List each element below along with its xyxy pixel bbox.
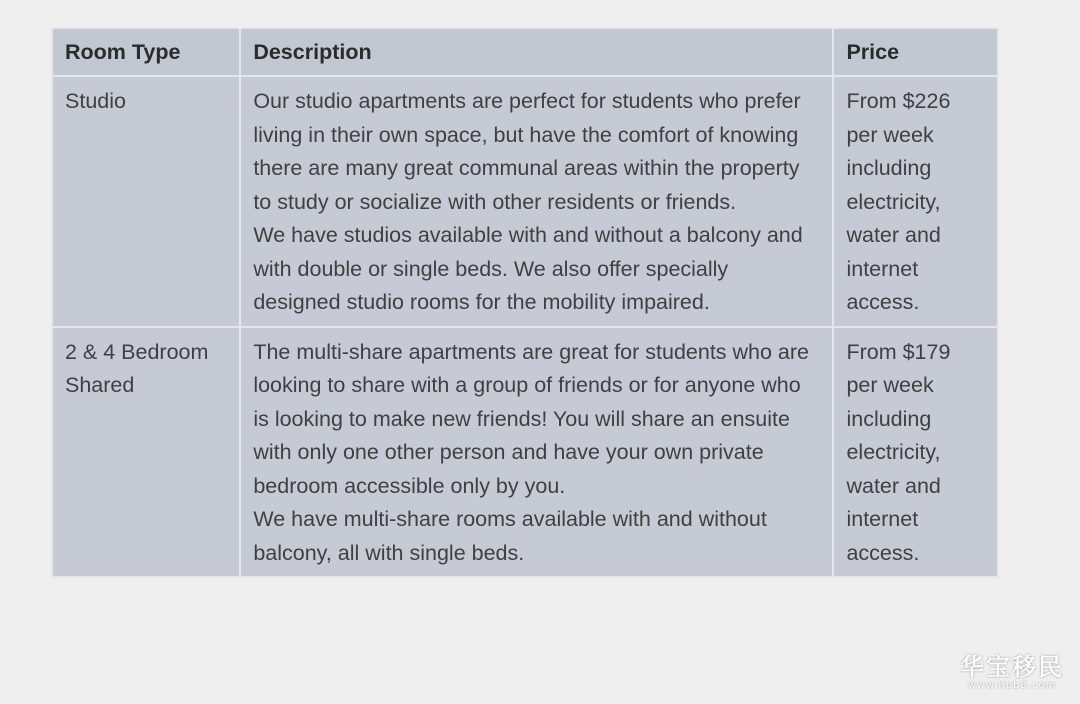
watermark-logo	[960, 654, 1064, 692]
description-cell	[240, 76, 833, 327]
room-type-cell: Studio	[52, 76, 240, 327]
table-row-studio	[52, 76, 998, 327]
price-cell: From $179 per week including electricity, water and internet access.	[833, 327, 998, 578]
watermark-text: 华宝移民	[960, 652, 1064, 681]
description-paragraph: The multi-share apartments are great for students who are looking to share with a group of friends or for anyone who is looking to make new friends! You will share an ensuite with only one other person and have your own private bedroom accessible only by you.	[253, 339, 810, 498]
room-table	[51, 27, 999, 578]
description-header: Description	[240, 28, 833, 76]
description-paragraph: Our studio apartments are perfect for students who prefer living in their own space, but have the comfort of knowing there are many great communal areas within the property to study or socialize with other residents or friends.	[253, 89, 801, 214]
room-type-header: Room Type	[52, 28, 240, 76]
table-header-row	[52, 28, 998, 76]
description-paragraph: We have studios available with and without a balcony and with double or single beds. We also offer specially designed studio rooms for the mobility impaired.	[253, 223, 803, 314]
description-cell	[240, 327, 833, 578]
table-row-shared	[52, 327, 998, 578]
description-paragraph: We have multi-share rooms available with and without balcony, all with single beds.	[253, 507, 767, 565]
room-type-cell: 2 & 4 Bedroom Shared	[52, 327, 240, 578]
watermark-url: www.hbb8.com	[967, 680, 1057, 691]
price-cell: From $226 per week including electricity, water and internet access.	[833, 76, 998, 327]
price-header: Price	[833, 28, 998, 76]
